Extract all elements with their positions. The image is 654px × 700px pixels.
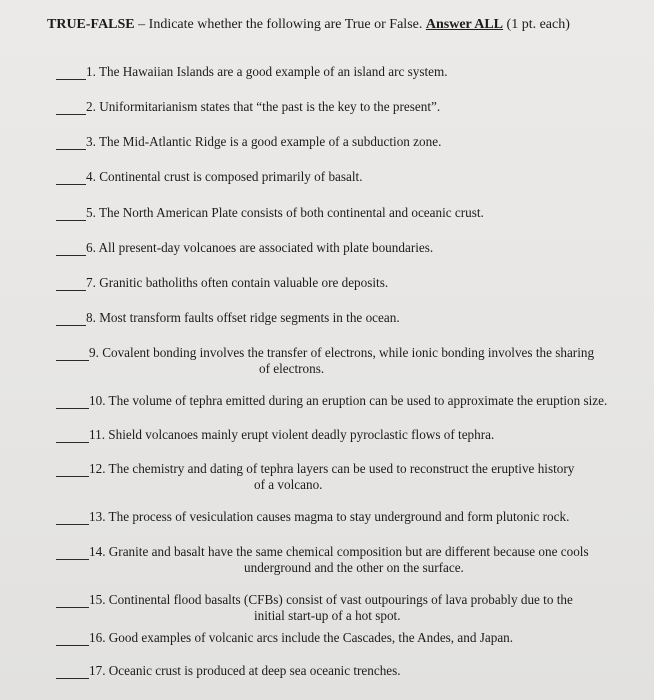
question-text: 10. The volume of tephra emitted during an eruption can be used to approximate the eruption size. — [89, 393, 608, 408]
question-text: 7. Granitic batholiths often contain valuable ore deposits. — [86, 275, 389, 290]
question-text: 13. The process of vesiculation causes magma to stay underground and form plutonic rock. — [89, 509, 570, 524]
question-continuation: underground and the other on the surface. — [244, 560, 464, 575]
section-header — [47, 17, 637, 33]
question-text: 2. Uniformitarianism states that “the past is the key to the present”. — [86, 99, 441, 114]
question-item — [56, 64, 641, 80]
question-text: 14. Granite and basalt have the same chemical composition but are different because one cools — [89, 544, 589, 559]
answer-blank[interactable] — [56, 135, 86, 150]
question-item — [56, 509, 641, 525]
question-item — [56, 544, 641, 576]
answer-blank[interactable] — [56, 664, 89, 679]
question-item — [56, 240, 641, 256]
question-text: 11. Shield volcanoes mainly erupt violent deadly pyroclastic flows of tephra. — [89, 427, 495, 442]
question-text: 4. Continental crust is composed primarily of basalt. — [86, 169, 363, 184]
question-item — [56, 99, 641, 115]
question-item — [56, 169, 641, 185]
answer-blank[interactable] — [56, 276, 86, 291]
question-item — [56, 205, 641, 221]
question-text: 17. Oceanic crust is produced at deep sea oceanic trenches. — [89, 663, 401, 678]
answer-blank[interactable] — [56, 545, 89, 560]
question-item — [56, 275, 641, 291]
question-text: 1. The Hawaiian Islands are a good example of an island arc system. — [86, 64, 448, 79]
question-text: 6. All present-day volcanoes are associated with plate boundaries. — [86, 240, 434, 255]
question-text: 3. The Mid-Atlantic Ridge is a good example of a subduction zone. — [86, 134, 442, 149]
question-text: 12. The chemistry and dating of tephra layers can be used to reconstruct the eruptive history — [89, 461, 575, 476]
points-note: (1 pt. each) — [503, 17, 570, 32]
question-item — [56, 310, 641, 326]
answer-blank[interactable] — [56, 311, 86, 326]
answer-blank[interactable] — [56, 241, 86, 256]
question-item — [56, 427, 641, 443]
question-text: 5. The North American Plate consists of both continental and oceanic crust. — [86, 205, 484, 220]
question-item — [56, 461, 641, 493]
question-continuation: initial start-up of a hot spot. — [254, 608, 401, 623]
question-text: 16. Good examples of volcanic arcs include the Cascades, the Andes, and Japan. — [89, 630, 514, 645]
answer-blank[interactable] — [56, 346, 89, 361]
answer-blank[interactable] — [56, 394, 89, 409]
question-text: 9. Covalent bonding involves the transfer of electrons, while ionic bonding involves the sharing — [89, 345, 595, 360]
question-item — [56, 393, 641, 409]
answer-blank[interactable] — [56, 462, 89, 477]
answer-all-note: Answer ALL — [425, 17, 504, 32]
question-text: 15. Continental flood basalts (CFBs) consist of vast outpourings of lava probably due to the — [89, 592, 573, 607]
question-text: 8. Most transform faults offset ridge segments in the ocean. — [86, 310, 400, 325]
question-item — [56, 630, 641, 646]
question-continuation: of a volcano. — [254, 477, 323, 492]
answer-blank[interactable] — [56, 100, 86, 115]
answer-blank[interactable] — [56, 428, 89, 443]
answer-blank[interactable] — [56, 593, 89, 608]
answer-blank[interactable] — [56, 65, 86, 80]
question-item — [56, 134, 641, 150]
answer-blank[interactable] — [56, 206, 86, 221]
answer-blank[interactable] — [56, 170, 86, 185]
answer-blank[interactable] — [56, 631, 89, 646]
answer-blank[interactable] — [56, 510, 89, 525]
section-instruction: – Indicate whether the following are True or False. — [134, 17, 426, 32]
section-title: TRUE-FALSE — [47, 17, 135, 32]
question-continuation: of electrons. — [259, 361, 325, 376]
question-item — [56, 345, 641, 377]
question-item — [56, 592, 641, 624]
question-item — [56, 663, 641, 679]
